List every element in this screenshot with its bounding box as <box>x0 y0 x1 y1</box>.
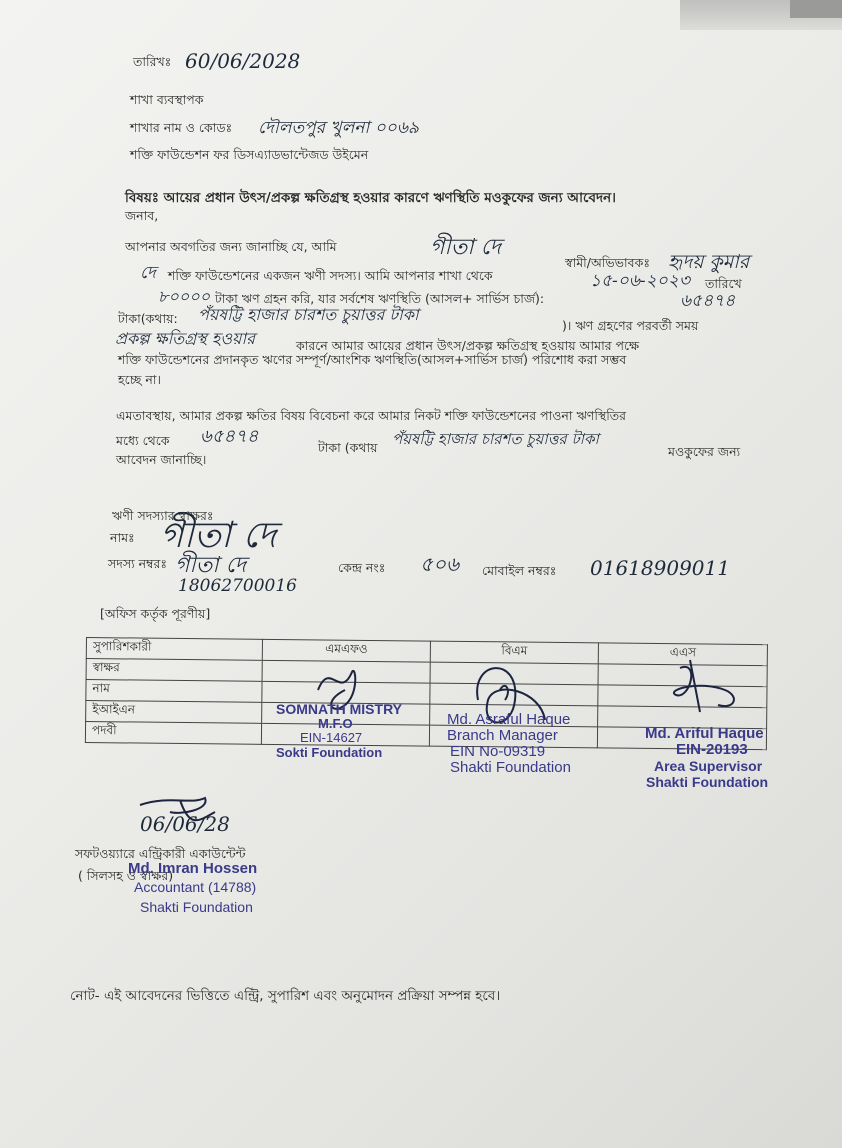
balance-words-hw: পঁয়ষট্টি হাজার চারশত চুয়াত্তর টাকা <box>198 305 419 324</box>
p1-line7: হচ্ছে না। <box>118 372 161 387</box>
p2-line3: আবেদন জানাচ্ছি। <box>116 452 207 467</box>
guardian-surname-hw: দে <box>140 263 156 283</box>
center-value: ৫০৬ <box>420 552 459 576</box>
bm-stamp-line2: Branch Manager <box>447 727 558 744</box>
member-signature: গীতা দে <box>160 515 277 556</box>
salutation: জনাব, <box>125 208 159 223</box>
member-name-hw: গীতা দে <box>430 235 502 260</box>
branch-value: দৌলতপুর খুলনা ০০৬৯ <box>258 118 419 138</box>
member-no-hw: গীতা দে <box>175 553 247 578</box>
member-sig-label: ঋণী সদস্যার স্বাক্ষরঃ <box>112 508 214 523</box>
as-stamp-line3: Area Supervisor <box>654 758 763 774</box>
row-label: ইআইএন <box>86 701 262 724</box>
subject: বিষয়ঃ আয়ের প্রধান উৎস/প্রকল্প ক্ষতিগ্রস্থ হওয়ার কারণে ঋণস্থিতি মওকুফের জন্য আবেদন। <box>125 190 616 206</box>
manager-line: শাখা ব্যবস্থাপক <box>130 92 204 107</box>
as-signature <box>674 660 734 712</box>
footer-note: নোট- এই আবেদনের ভিত্তিতে এন্ট্রি, সুপারিশ এবং অনুমোদন প্রক্রিয়া সম্পন্ন হবে। <box>70 988 501 1004</box>
balance-hw: ৬৫৪৭৪ <box>680 291 736 311</box>
member-no-digits: 18062700016 <box>178 576 297 596</box>
p2-words-hw: পঁয়ষট্টি হাজার চারশত চুয়াত্তর টাকা <box>392 430 599 448</box>
bm-stamp-line4: Shakti Foundation <box>450 759 571 776</box>
p2-line1: এমতাবস্থায়, আমার প্রকল্প ক্ষতির বিষয় বিবেচনা করে আমার নিকট শক্তি ফাউন্ডেশনের পাওনা ঋণস্থিতির <box>116 408 627 423</box>
as-stamp-line1: Md. Ariful Haque <box>645 725 764 742</box>
member-name-label: নামঃ <box>110 530 135 545</box>
cause-hw: প্রকল্প ক্ষতিগ্রস্থ হওয়ার <box>115 329 255 348</box>
office-note: [অফিস কর্তৃক পূরণীয়] <box>100 606 211 621</box>
mfo-stamp-line3: EIN-14627 <box>300 730 363 745</box>
member-no-label: সদস্য নম্বরঃ <box>108 556 168 571</box>
p2-line2c: মওকুফের জন্য <box>668 444 741 459</box>
acc-sig-date: 06/06/28 <box>140 812 230 836</box>
branch-label: শাখার নাম ও কোডঃ <box>130 120 233 135</box>
loan-amount-hw: ৮০০০০ <box>158 287 210 306</box>
p1-line4b: )। ঋণ গ্রহণের পরবর্তী সময় <box>562 318 699 333</box>
row-label: নাম <box>86 680 262 703</box>
date-value: 60/06/2028 <box>185 49 301 73</box>
mobile-label: মোবাইল নম্বরঃ <box>482 563 557 578</box>
acc-line2: ( সিলসহ ও স্বাক্ষর) <box>78 868 174 883</box>
mfo-stamp-line2: M.F.O <box>318 716 353 731</box>
as-stamp-line2: EIN-20193 <box>676 741 748 758</box>
date-label: তারিখঃ <box>133 54 172 69</box>
p2-line2b: টাকা (কথায় <box>318 440 378 455</box>
acc-line1: সফটওয়্যারে এন্ট্রিকারী একাউন্টেন্ট <box>75 846 246 861</box>
mfo-stamp-line4: Sokti Foundation <box>276 745 383 760</box>
p1-line6: শক্তি ফাউন্ডেশনের প্রদানকৃত ঋণের সম্পূর্ণ/আংশিক ঋণস্থিতি(আসল+সার্ভিস চার্জ) পরিশোধ করা সম্ভব <box>118 352 627 367</box>
acc-stamp-line2: Accountant (14788) <box>134 879 257 895</box>
p1-line4a: টাকা(কথায়: <box>118 311 178 326</box>
center-label: কেন্দ্র নংঃ <box>338 560 386 575</box>
acc-stamp-line3: Shakti Foundation <box>140 899 253 915</box>
p1-line2c: তারিখে <box>705 276 742 291</box>
col-bm: বিএম <box>430 641 598 664</box>
as-stamp-line4: Shakti Foundation <box>646 774 769 790</box>
p1-line5: কারনে আমার আয়ের প্রধান উৎস/প্রকল্প ক্ষতিগ্রস্থ হওয়ায় আমার পক্ষে <box>296 338 640 353</box>
p1-line1a: আপনার অবগতির জন্য জানাচ্ছি যে, আমি <box>125 239 337 254</box>
mobile-value: 01618909011 <box>590 556 730 580</box>
col-as: এএস <box>598 643 767 666</box>
bm-stamp-line3: EIN No-09319 <box>450 743 546 760</box>
p1-line2b: শক্তি ফাউন্ডেশনের একজন ঋণী সদস্য। আমি আপনার শাখা থেকে <box>168 268 493 283</box>
org-line: শক্তি ফাউন্ডেশন ফর ডিসএ্যাডভান্টেজড উইমেন <box>130 147 369 162</box>
mfo-stamp-line1: SOMNATH MISTRY <box>276 701 402 717</box>
row-label: পদবী <box>85 722 261 745</box>
guardian-label: স্বামী/অভিভাবকঃ <box>565 255 650 270</box>
loan-date-hw: ১৫-০৬-২০২৩ <box>590 271 690 291</box>
p2-line2a: মধ্যে থেকে <box>116 433 170 448</box>
col-mfo: এমএফও <box>262 639 430 662</box>
guardian-hw: হৃদয় কুমার <box>668 251 750 273</box>
row-label: স্বাক্ষর <box>86 659 262 682</box>
row-label: সুপারিশকারী <box>86 638 262 661</box>
bm-stamp-line1: Md. Asraful Haque <box>447 711 571 728</box>
acc-stamp-line1: Md. Imran Hossen <box>128 860 258 877</box>
p2-amount-hw: ৬৫৪৭৪ <box>200 426 259 447</box>
p1-line3a: টাকা ঋণ গ্রহন করি, যার সর্বশেষ ঋণস্থিতি (আসল+ সার্ভিস চার্জ): <box>215 291 545 306</box>
